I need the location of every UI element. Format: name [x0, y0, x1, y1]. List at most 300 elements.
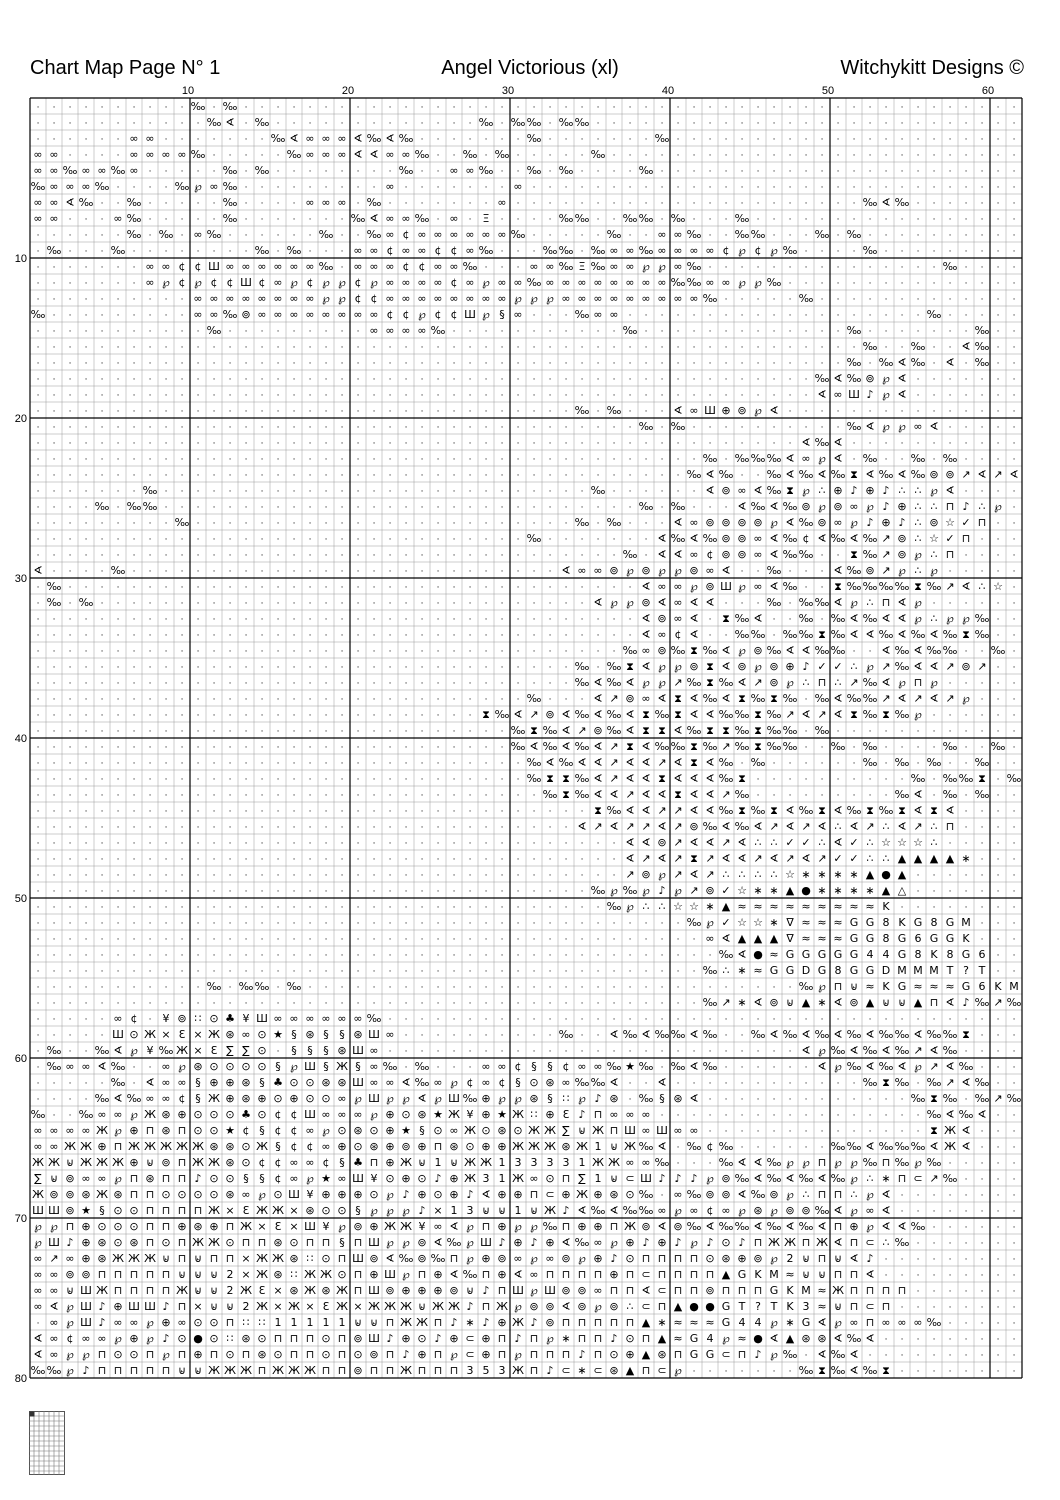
pattern-cell-symbol: 2	[787, 1252, 794, 1265]
pattern-cell-symbol: ·	[293, 199, 296, 209]
pattern-cell-symbol: ∞	[385, 1028, 394, 1041]
pattern-cell-symbol: ·	[725, 1127, 728, 1137]
pattern-cell-symbol: ·	[85, 999, 88, 1009]
pattern-cell-symbol: ·	[245, 471, 248, 481]
pattern-cell-symbol: ·	[613, 935, 616, 945]
pattern-cell-symbol: 1	[499, 1172, 506, 1185]
pattern-cell-symbol: ⊙	[257, 1028, 266, 1041]
pattern-cell-symbol: ∞	[321, 308, 330, 321]
pattern-cell-symbol: ·	[389, 615, 392, 625]
pattern-cell-symbol: ⊙	[353, 1348, 362, 1361]
pattern-cell-symbol: ⊓	[882, 1156, 891, 1169]
pattern-cell-symbol: Ж	[400, 1156, 412, 1169]
pattern-cell-symbol: ∢	[865, 468, 874, 481]
pattern-cell-symbol: ℘	[610, 596, 618, 609]
pattern-cell-symbol: ‰	[799, 980, 814, 993]
pattern-cell-symbol: ⊓	[754, 1284, 763, 1297]
pattern-cell-symbol: ·	[69, 487, 72, 497]
pattern-cell-symbol: ⊚	[737, 532, 746, 545]
pattern-cell-symbol: ‰	[991, 740, 1006, 753]
pattern-cell-symbol: ·	[693, 983, 696, 993]
pattern-cell-symbol: ·	[197, 711, 200, 721]
pattern-cell-symbol: ·	[965, 679, 968, 689]
pattern-cell-symbol: ∞	[641, 1108, 650, 1121]
pattern-cell-symbol: ℘	[546, 1332, 554, 1345]
pattern-cell-symbol: ·	[453, 135, 456, 145]
pattern-cell-symbol: ·	[261, 839, 264, 849]
pattern-cell-symbol: ∗	[881, 1172, 890, 1185]
pattern-cell-symbol: ·	[117, 295, 120, 305]
pattern-cell-symbol: ∢	[593, 708, 602, 721]
pattern-cell-symbol: ·	[805, 423, 808, 433]
pattern-cell-symbol: ·	[517, 135, 520, 145]
pattern-cell-symbol: ⊕	[561, 1188, 570, 1201]
pattern-cell-symbol: ℘	[306, 1172, 314, 1185]
pattern-cell-symbol: ·	[197, 919, 200, 929]
pattern-cell-symbol: ·	[69, 519, 72, 529]
pattern-cell-symbol: Ж	[256, 1140, 268, 1153]
pattern-cell-symbol: ⊚	[961, 660, 970, 673]
pattern-cell-symbol: M	[913, 964, 923, 977]
pattern-cell-symbol: ∢	[353, 148, 362, 161]
pattern-cell-symbol: ·	[37, 535, 40, 545]
pattern-cell-symbol: ∢	[689, 596, 698, 609]
pattern-cell-symbol: ·	[453, 823, 456, 833]
pattern-cell-symbol: ℘	[658, 564, 666, 577]
pattern-cell-symbol: ∷	[531, 1108, 538, 1121]
pattern-cell-symbol: ·	[773, 375, 776, 385]
pattern-cell-symbol: ∢	[817, 1172, 826, 1185]
pattern-cell-symbol: Ш	[352, 1044, 364, 1057]
pattern-cell-symbol: ·	[501, 103, 504, 113]
pattern-cell-symbol: ‰	[591, 1076, 606, 1089]
pattern-cell-symbol: ·	[245, 503, 248, 513]
pattern-cell-symbol: ¢	[403, 228, 410, 241]
pattern-cell-symbol: ·	[165, 519, 168, 529]
pattern-cell-symbol: ·	[37, 295, 40, 305]
pattern-cell-symbol: ·	[117, 599, 120, 609]
pattern-cell-symbol: ·	[293, 231, 296, 241]
pattern-cell-symbol: ∞	[33, 212, 42, 225]
pattern-cell-symbol: ‰	[639, 420, 654, 433]
pattern-cell-symbol: ⊕	[593, 1188, 602, 1201]
pattern-cell-symbol: ‰	[863, 1156, 878, 1169]
pattern-cell-symbol: ·	[101, 471, 104, 481]
pattern-cell-symbol: ·	[469, 135, 472, 145]
pattern-cell-symbol: ∢	[785, 1220, 794, 1233]
pattern-cell-symbol: ≈	[833, 916, 842, 929]
pattern-cell-symbol: ⊓	[562, 1268, 571, 1281]
pattern-cell-symbol: ·	[613, 871, 616, 881]
pattern-cell-symbol: ·	[997, 599, 1000, 609]
pattern-cell-symbol: ·	[373, 743, 376, 753]
pattern-cell-symbol: ‰	[975, 628, 990, 641]
pattern-cell-symbol: ×	[273, 1300, 282, 1313]
pattern-cell-symbol: ·	[533, 423, 536, 433]
pattern-cell-symbol: ·	[245, 135, 248, 145]
pattern-cell-symbol: ·	[53, 759, 56, 769]
pattern-cell-symbol: ·	[229, 999, 232, 1009]
pattern-cell-symbol: ∴	[931, 548, 938, 561]
pattern-cell-symbol: ∞	[753, 532, 762, 545]
pattern-cell-symbol: ·	[165, 711, 168, 721]
pattern-cell-symbol: ·	[917, 1255, 920, 1265]
pattern-cell-symbol: ·	[389, 391, 392, 401]
pattern-cell-symbol: ‰	[847, 804, 862, 817]
pattern-cell-symbol: ·	[197, 599, 200, 609]
pattern-cell-symbol: ·	[693, 967, 696, 977]
pattern-cell-symbol: ·	[485, 183, 488, 193]
pattern-cell-symbol: ▲	[914, 852, 923, 865]
pattern-cell-symbol: ·	[997, 791, 1000, 801]
pattern-cell-symbol: ·	[149, 887, 152, 897]
pattern-cell-symbol: ·	[213, 823, 216, 833]
pattern-cell-symbol: ∞	[481, 1076, 490, 1089]
pattern-cell-symbol: ·	[997, 871, 1000, 881]
pattern-cell-symbol: ∴	[883, 852, 890, 865]
pattern-cell-symbol: ↗	[881, 548, 890, 561]
pattern-cell-symbol: ·	[165, 503, 168, 513]
pattern-cell-symbol: ·	[949, 407, 952, 417]
pattern-cell-symbol: ·	[437, 135, 440, 145]
pattern-cell-symbol: ↗	[609, 692, 618, 705]
pattern-cell-symbol: ℘	[914, 1156, 922, 1169]
pattern-cell-symbol: ·	[373, 551, 376, 561]
pattern-cell-symbol: ∞	[497, 292, 506, 305]
pattern-cell-symbol: ·	[309, 503, 312, 513]
pattern-cell-symbol: ·	[597, 343, 600, 353]
pattern-cell-symbol: ⊕	[785, 660, 794, 673]
pattern-cell-symbol: ·	[277, 1047, 280, 1057]
pattern-cell-symbol: ⊚	[65, 1188, 74, 1201]
pattern-cell-symbol: ·	[357, 567, 360, 577]
pattern-cell-symbol: ⊕	[609, 1268, 618, 1281]
pattern-cell-symbol: ·	[277, 887, 280, 897]
pattern-cell-symbol: ·	[853, 1111, 856, 1121]
pattern-cell-symbol: ·	[821, 295, 824, 305]
pattern-cell-symbol: ∞	[593, 1236, 602, 1249]
pattern-cell-symbol: ·	[69, 647, 72, 657]
pattern-cell-symbol: ·	[1013, 407, 1016, 417]
pattern-cell-symbol: ·	[69, 103, 72, 113]
pattern-cell-symbol: ·	[453, 551, 456, 561]
pattern-cell-symbol: ·	[53, 887, 56, 897]
pattern-cell-symbol: ·	[1013, 151, 1016, 161]
pattern-cell-symbol: ∢	[737, 500, 746, 513]
pattern-cell-symbol: ‰	[943, 260, 958, 273]
pattern-cell-symbol: ·	[325, 615, 328, 625]
pattern-cell-symbol: ·	[325, 439, 328, 449]
pattern-cell-symbol: ·	[277, 791, 280, 801]
pattern-cell-symbol: ·	[181, 695, 184, 705]
pattern-cell-symbol: ·	[101, 759, 104, 769]
pattern-cell-symbol: ∞	[753, 580, 762, 593]
pattern-cell-symbol: ∢	[801, 644, 810, 657]
pattern-cell-symbol: ·	[437, 599, 440, 609]
pattern-cell-symbol: ∢	[721, 932, 730, 945]
pattern-cell-symbol: ·	[997, 1303, 1000, 1313]
pattern-cell-symbol: ·	[597, 919, 600, 929]
pattern-cell-symbol: ‰	[223, 100, 238, 113]
pattern-cell-symbol: ·	[213, 695, 216, 705]
pattern-cell-symbol: ·	[709, 263, 712, 273]
pattern-cell-symbol: ·	[965, 391, 968, 401]
pattern-cell-symbol: T	[770, 1300, 778, 1313]
pattern-cell-symbol: ℘	[674, 660, 682, 673]
pattern-cell-symbol: ·	[133, 807, 136, 817]
pattern-cell-symbol: ·	[997, 631, 1000, 641]
pattern-cell-symbol: ·	[565, 823, 568, 833]
pattern-cell-symbol: ·	[821, 151, 824, 161]
pattern-cell-symbol: ‰	[575, 740, 590, 753]
pattern-cell-symbol: ·	[997, 1015, 1000, 1025]
pattern-cell-symbol: ∞	[673, 596, 682, 609]
pattern-cell-symbol: ·	[325, 183, 328, 193]
pattern-cell-symbol: ⊕	[113, 1300, 122, 1313]
pattern-cell-symbol: ⊛	[97, 1236, 106, 1249]
pattern-cell-symbol: ⊓	[658, 1252, 667, 1265]
pattern-cell-symbol: ·	[101, 279, 104, 289]
pattern-cell-symbol: ▲	[642, 1316, 651, 1329]
pattern-cell-symbol: ·	[453, 871, 456, 881]
pattern-cell-symbol: ↗	[721, 996, 730, 1009]
pattern-cell-symbol: ·	[677, 487, 680, 497]
pattern-cell-symbol: ·	[629, 231, 632, 241]
pattern-cell-symbol: ·	[53, 535, 56, 545]
pattern-cell-symbol: ∞	[513, 308, 522, 321]
pattern-cell-symbol: ·	[341, 695, 344, 705]
pattern-cell-symbol: ⊓	[594, 1332, 603, 1345]
pattern-cell-symbol: ·	[501, 919, 504, 929]
pattern-cell-symbol: Ж	[592, 1156, 604, 1169]
pattern-cell-symbol: Ш	[208, 260, 220, 273]
pattern-cell-symbol: ∞	[593, 308, 602, 321]
pattern-cell-symbol: ·	[261, 999, 264, 1009]
pattern-cell-symbol: ·	[917, 247, 920, 257]
pattern-cell-symbol: ¢	[259, 1156, 266, 1169]
pattern-cell-symbol: ↗	[881, 660, 890, 673]
pattern-cell-symbol: ·	[885, 247, 888, 257]
pattern-cell-symbol: ‰	[863, 756, 878, 769]
pattern-cell-symbol: ·	[101, 871, 104, 881]
pattern-cell-symbol: ∞	[161, 1060, 170, 1073]
pattern-cell-symbol: ·	[741, 1111, 744, 1121]
pattern-cell-symbol: ·	[597, 615, 600, 625]
pattern-cell-symbol: ·	[245, 519, 248, 529]
pattern-cell-symbol: ·	[917, 375, 920, 385]
pattern-cell-symbol: ·	[517, 567, 520, 577]
pattern-cell-symbol: ‰	[255, 164, 270, 177]
pattern-cell-symbol: ⊚	[577, 1300, 586, 1313]
pattern-cell-symbol: ·	[965, 487, 968, 497]
pattern-cell-symbol: ⊚	[641, 868, 650, 881]
pattern-cell-symbol: ‰	[671, 420, 686, 433]
pattern-cell-symbol: ·	[981, 135, 984, 145]
pattern-cell-symbol: ·	[645, 183, 648, 193]
pattern-cell-symbol: ·	[133, 359, 136, 369]
pattern-cell-symbol: ·	[725, 1063, 728, 1073]
pattern-cell-symbol: ·	[405, 983, 408, 993]
pattern-cell-symbol: ·	[981, 1047, 984, 1057]
pattern-cell-symbol: ·	[245, 903, 248, 913]
pattern-cell-symbol: ·	[453, 1015, 456, 1025]
pattern-cell-symbol: ·	[917, 743, 920, 753]
pattern-cell-symbol: ∢	[705, 756, 714, 769]
pattern-cell-symbol: ⧗	[674, 708, 682, 721]
pattern-cell-symbol: ℘	[290, 276, 298, 289]
pattern-cell-symbol: ·	[37, 791, 40, 801]
pattern-cell-symbol: ·	[293, 823, 296, 833]
pattern-cell-symbol: ∞	[673, 244, 682, 257]
pattern-cell-symbol: ·	[85, 983, 88, 993]
pattern-cell-symbol: ·	[325, 791, 328, 801]
pattern-cell-symbol: ·	[229, 663, 232, 673]
pattern-cell-symbol: ‰	[543, 244, 558, 257]
pattern-cell-symbol: ♪	[642, 1236, 649, 1249]
pattern-cell-symbol: ·	[325, 487, 328, 497]
pattern-cell-symbol: ·	[469, 551, 472, 561]
pattern-cell-symbol: ·	[405, 775, 408, 785]
pattern-cell-symbol: ·	[437, 583, 440, 593]
pattern-cell-symbol: ⊓	[306, 1332, 315, 1345]
pattern-cell-symbol: ·	[213, 727, 216, 737]
pattern-cell-symbol: ·	[581, 615, 584, 625]
pattern-cell-symbol: G	[722, 1316, 731, 1329]
pattern-cell-symbol: ·	[133, 871, 136, 881]
pattern-cell-symbol: ‰	[287, 244, 302, 257]
pattern-cell-symbol: ⊌	[882, 996, 890, 1009]
pattern-cell-symbol: ·	[373, 631, 376, 641]
pattern-cell-symbol: ●	[753, 1332, 763, 1345]
pattern-cell-symbol: ‰	[847, 564, 862, 577]
pattern-cell-symbol: ‰	[223, 164, 238, 177]
pattern-cell-symbol: ·	[213, 743, 216, 753]
pattern-cell-symbol: ∞	[513, 180, 522, 193]
pattern-cell-symbol: ∴	[755, 836, 762, 849]
pattern-cell-symbol: ·	[709, 199, 712, 209]
pattern-cell-symbol: ‰	[559, 164, 574, 177]
pattern-cell-symbol: ∢	[369, 148, 378, 161]
pattern-cell-symbol: ⊚	[929, 516, 938, 529]
pattern-cell-symbol: ⊕	[417, 1140, 426, 1153]
pattern-cell-symbol: ⊓	[498, 1284, 507, 1297]
pattern-cell-symbol: ·	[901, 231, 904, 241]
pattern-cell-symbol: ⊛	[449, 1140, 458, 1153]
pattern-cell-symbol: ⊕	[417, 1188, 426, 1201]
pattern-cell-symbol: ·	[981, 1063, 984, 1073]
pattern-cell-symbol: ·	[693, 455, 696, 465]
pattern-cell-symbol: ‰	[559, 212, 574, 225]
pattern-cell-symbol: ·	[453, 711, 456, 721]
pattern-cell-symbol: ·	[885, 439, 888, 449]
pattern-cell-symbol: ℘	[370, 276, 378, 289]
pattern-cell-symbol: ·	[709, 215, 712, 225]
pattern-cell-symbol: ∞	[305, 260, 314, 273]
pattern-cell-symbol: ·	[613, 167, 616, 177]
pattern-cell-symbol: ·	[85, 359, 88, 369]
pattern-cell-symbol: ·	[645, 535, 648, 545]
pattern-cell-symbol: ‰	[895, 1236, 910, 1249]
pattern-cell-symbol: ·	[389, 119, 392, 129]
pattern-cell-symbol: ·	[149, 519, 152, 529]
pattern-cell-symbol: ·	[293, 471, 296, 481]
pattern-cell-symbol: ·	[69, 1095, 72, 1105]
pattern-cell-symbol: ·	[789, 311, 792, 321]
pattern-cell-symbol: ⊓	[562, 1220, 571, 1233]
pattern-cell-symbol: Ш	[704, 404, 716, 417]
pattern-cell-symbol: ·	[533, 343, 536, 353]
pattern-cell-symbol: ⊙	[321, 1332, 330, 1345]
pattern-cell-symbol: ∗	[753, 884, 762, 897]
pattern-cell-symbol: ·	[517, 695, 520, 705]
pattern-cell-symbol: ∷	[227, 1332, 234, 1345]
pattern-cell-symbol: ⊓	[706, 1268, 715, 1281]
pattern-cell-symbol: ∞	[33, 148, 42, 161]
pattern-cell-symbol: ℘	[834, 1316, 842, 1329]
pattern-cell-symbol: ♣	[273, 1076, 283, 1089]
pattern-cell-symbol: ‰	[687, 676, 702, 689]
pattern-cell-symbol: ·	[197, 743, 200, 753]
pattern-cell-symbol: ·	[325, 519, 328, 529]
pattern-cell-symbol: Ш	[640, 1172, 652, 1185]
pattern-cell-symbol: ·	[453, 983, 456, 993]
pattern-cell-symbol: ·	[885, 231, 888, 241]
pattern-cell-symbol: ·	[85, 935, 88, 945]
pattern-cell-symbol: ‰	[943, 644, 958, 657]
pattern-cell-symbol: ·	[917, 183, 920, 193]
pattern-cell-symbol: ·	[741, 391, 744, 401]
pattern-cell-symbol: ⊌	[610, 1172, 618, 1185]
pattern-cell-symbol: ⊛	[161, 1108, 170, 1121]
pattern-cell-symbol: ·	[165, 935, 168, 945]
pattern-cell-symbol: ·	[981, 807, 984, 817]
pattern-cell-symbol: ·	[277, 695, 280, 705]
pattern-cell-symbol: ·	[341, 103, 344, 113]
pattern-cell-symbol: ·	[101, 439, 104, 449]
pattern-cell-symbol: ·	[69, 135, 72, 145]
pattern-cell-symbol: ↗	[913, 1044, 922, 1057]
pattern-cell-symbol: ·	[581, 503, 584, 513]
pattern-cell-symbol: ·	[133, 263, 136, 273]
pattern-cell-symbol: ∢	[753, 820, 762, 833]
pattern-cell-symbol: ·	[1013, 1079, 1016, 1089]
pattern-cell-symbol: ∴	[659, 900, 666, 913]
pattern-cell-symbol: ·	[1013, 167, 1016, 177]
pattern-cell-symbol: ·	[341, 439, 344, 449]
pattern-cell-symbol: ∞	[417, 324, 426, 337]
pattern-cell-symbol: ·	[885, 311, 888, 321]
pattern-cell-symbol: ℘	[498, 1092, 506, 1105]
pattern-cell-symbol: ·	[373, 471, 376, 481]
pattern-cell-symbol: ·	[181, 375, 184, 385]
pattern-cell-symbol: ·	[661, 1047, 664, 1057]
pattern-cell-symbol: ‰	[687, 1220, 702, 1233]
pattern-cell-symbol: ·	[405, 791, 408, 801]
pattern-cell-symbol: ↗	[625, 868, 634, 881]
pattern-cell-symbol: ·	[53, 967, 56, 977]
pattern-cell-symbol: 1	[499, 1156, 506, 1169]
pattern-cell-symbol: T	[738, 1300, 746, 1313]
pattern-cell-symbol: ·	[565, 199, 568, 209]
pattern-cell-symbol: ·	[389, 775, 392, 785]
pattern-cell-symbol: ·	[485, 871, 488, 881]
pattern-cell-symbol: ·	[421, 567, 424, 577]
pattern-cell-symbol: ∢	[641, 756, 650, 769]
pattern-cell-symbol: ·	[581, 167, 584, 177]
pattern-cell-symbol: ·	[181, 663, 184, 673]
pattern-cell-symbol: ·	[757, 167, 760, 177]
pattern-cell-symbol: ‰	[479, 244, 494, 257]
